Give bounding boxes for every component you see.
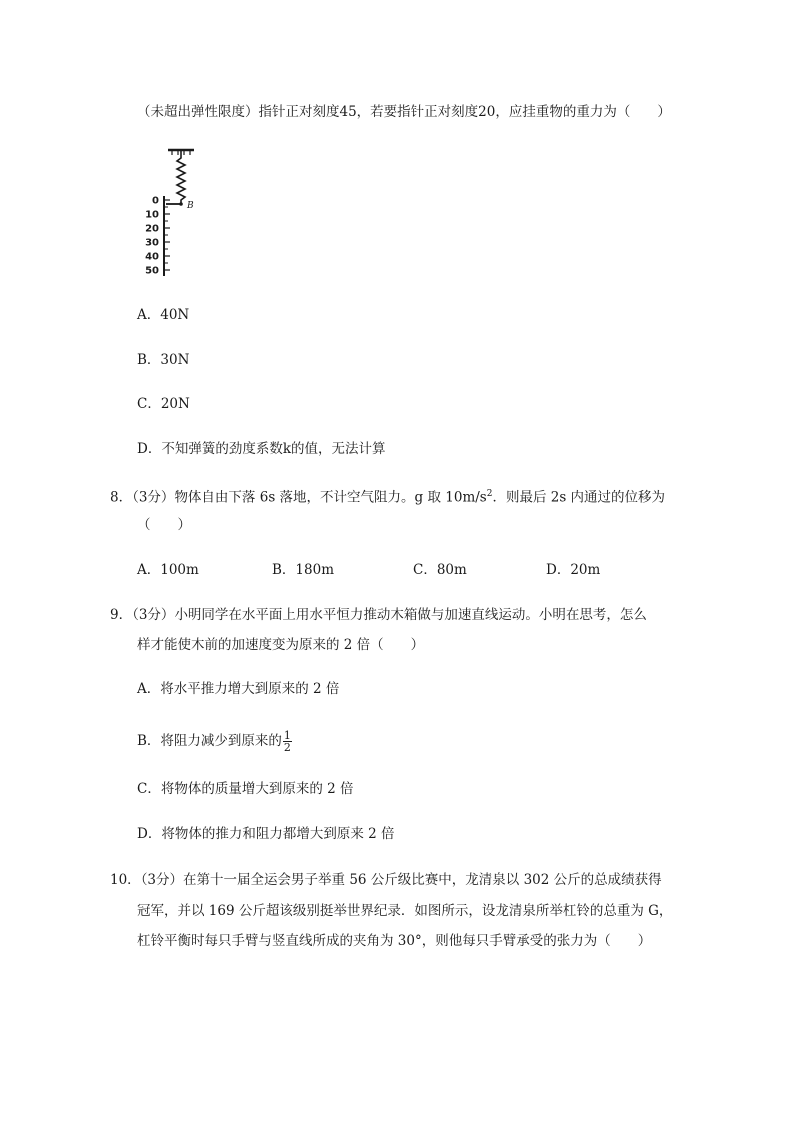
scale-tick-label: 50 (145, 265, 159, 277)
option-label: A． (137, 562, 161, 578)
option-text: 将阻力减少到原来的 (160, 733, 282, 749)
option-label: A． (137, 681, 161, 697)
option-text: 将物体的质量增大到原来的 2 倍 (160, 781, 354, 797)
option-label: C． (137, 781, 161, 797)
option-label: D． (546, 562, 571, 578)
pointer-joint (179, 202, 183, 206)
spring-coil (177, 150, 185, 204)
q7-option-b[interactable] (137, 351, 189, 369)
q9-option-a[interactable] (137, 680, 339, 698)
q10-stem-text: 在第十一届全运会男子举重 56 公斤级比赛中，龙清泉以 302 公斤的总成绩获得 (183, 872, 662, 888)
option-label: C． (137, 396, 161, 412)
option-text: 40N (160, 307, 190, 323)
option-text: 20m (570, 562, 601, 578)
question-number: 9． (110, 607, 133, 623)
option-text: 将水平推力增大到原来的 2 倍 (160, 681, 340, 697)
q10-stem (110, 871, 662, 889)
q9-option-b[interactable] (137, 730, 292, 753)
scale-ticks (145, 196, 170, 277)
q7-option-c[interactable] (137, 395, 190, 413)
spring-scale-figure (130, 146, 210, 285)
q8-stem-line2: （ ） (137, 517, 191, 533)
option-label: D． (137, 441, 162, 457)
q9-option-c[interactable] (137, 780, 354, 798)
fraction-one-half (283, 730, 292, 753)
option-text: 80m (436, 562, 467, 578)
question-score: （3分） (140, 872, 184, 888)
option-label: C． (413, 562, 437, 578)
question-number: 10． (110, 872, 141, 888)
question-score: （3分） (132, 489, 175, 506)
scale-tick-label: 20 (145, 223, 159, 235)
option-label: B． (272, 562, 296, 578)
q8-stem-text: 物体自由下落 6s 落地，不计空气阻力。g 取 10m/s (174, 489, 487, 506)
scale-tick-label: 40 (145, 251, 159, 263)
q10-stem-line2: 冠军，并以 169 公斤超该级别挺举世界纪录．如图所示，设龙清泉所举杠铃的总重为 G， (137, 903, 673, 919)
q8-option-d[interactable] (546, 561, 600, 579)
option-text: 30N (160, 352, 190, 368)
q9-option-d[interactable] (137, 825, 395, 843)
fraction-denominator: 2 (283, 741, 291, 754)
option-text: 不知弹簧的劲度系数k的值，无法计算 (161, 441, 386, 457)
option-text: 100m (160, 562, 199, 578)
scale-tick-label: 0 (152, 195, 159, 207)
spring-scale-diagram (130, 146, 210, 281)
q7-option-d[interactable] (137, 440, 386, 458)
scale-tick-label: 10 (145, 209, 159, 221)
q8-stem-superscript: 2 (486, 489, 493, 499)
q9-stem-line2: 样才能使木前的加速度变为原来的 2 倍（ ） (137, 637, 425, 653)
option-text: 20N (160, 396, 190, 412)
q8-stem-text-end: ．则最后 2s 内通过的位移为 (492, 489, 666, 506)
q8-stem (110, 485, 665, 507)
scale-tick-label: 30 (145, 237, 159, 249)
question-score: （3分） (132, 607, 175, 623)
question-number: 8． (110, 489, 133, 506)
q8-option-b[interactable] (272, 561, 334, 579)
option-label: B． (137, 352, 161, 368)
pointer-label: B (187, 201, 194, 211)
fraction-numerator: 1 (283, 729, 291, 742)
option-label: A． (137, 307, 161, 323)
option-text: 180m (295, 562, 334, 578)
q8-option-c[interactable] (413, 561, 467, 579)
q7-stem-continuation: （未超出弹性限度）指针正对刻度45，若要指针正对刻度20，应挂重物的重力为（ ） (137, 104, 671, 120)
option-text: 将物体的推力和阻力都增大到原来 2 倍 (161, 826, 395, 842)
q9-stem (110, 606, 647, 624)
option-label: D． (137, 826, 162, 842)
q8-option-a[interactable] (137, 561, 199, 579)
q7-option-a[interactable] (137, 306, 189, 324)
q9-stem-text: 小明同学在水平面上用水平恒力推动木箱做与加速直线运动。小明在思考，怎么 (174, 607, 647, 623)
option-label: B． (137, 733, 161, 749)
q10-stem-line3: 杠铃平衡时每只手臂与竖直线所成的夹角为 30°，则他每只手臂承受的张力为（ ） (137, 933, 652, 949)
